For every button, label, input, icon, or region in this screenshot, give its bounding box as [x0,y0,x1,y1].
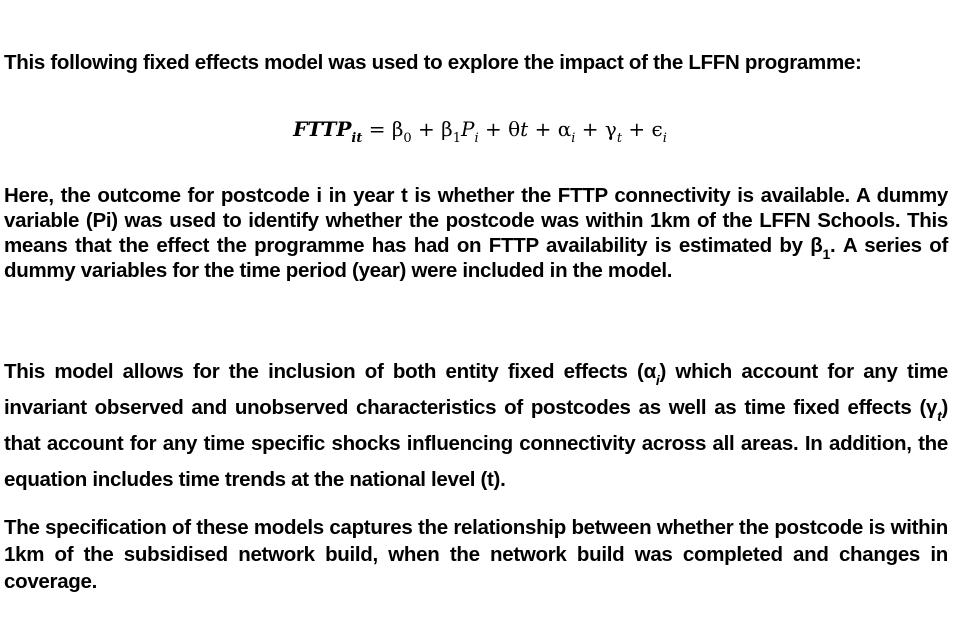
outcome-paragraph [4,183,948,283]
eq-p: P [460,117,475,141]
fixed-gamma: γ [925,396,938,419]
eq-beta1-sub: 1 [452,131,461,146]
intro-paragraph: This following fixed effects model was used to explore the impact of the LFFN programme: [4,51,862,74]
outcome-beta: β [810,234,823,257]
eq-plus-3: + [534,117,552,141]
eq-plus-2: + [484,117,502,141]
fixed-effects-equation [0,112,960,146]
outcome-beta-sub: 1 [822,246,830,262]
fixed-effects-paragraph [4,354,948,498]
eq-gamma: γ [604,117,617,141]
eq-theta: θ [508,117,521,141]
eq-beta0: β [391,117,404,141]
eq-equals: = [368,117,386,141]
outcome-text-b: . A series of dummy variables for the time period (year) were included in the model. [4,234,948,282]
outcome-text-a: Here, the outcome for postcode i in year t is whether the FTTP connectivity is available. A dummy variable (Pi) was used to identify whether the postcode was within 1km of the LFFN Schools. This means that the effect the programme has had on FTTP availability is estimated by [4,184,948,257]
fixed-text-b: ) which account for any time invariant observed and unobserved characteristics of postcodes as well as time fixed effects ( [4,360,948,419]
fixed-alpha: α [643,360,656,383]
eq-alpha-sub: i [571,131,576,146]
eq-plus-4: + [581,117,599,141]
eq-beta1: β [441,117,453,141]
eq-t: t [520,117,529,141]
eq-beta0-sub: 0 [403,131,412,146]
eq-alpha: α [557,117,572,141]
fixed-text-c: ) that account for any time specific shocks influencing connectivity across all areas. In addition, the equation includes time trends at the national level (t). [4,396,948,491]
eq-p-sub: i [474,131,479,146]
specification-paragraph: The specification of these models captures the relationship between whether the postcode is within 1km of the subsidised network build, when the network build was completed and changes in coverage. [4,516,948,593]
eq-gamma-sub: t [616,131,623,146]
fixed-alpha-sub: i [655,372,660,388]
eq-lhs-sub: it [351,131,363,146]
eq-epsilon: ϵ [651,117,663,141]
fixed-text-a: This model allows for the inclusion of both entity fixed effects ( [4,360,644,383]
eq-epsilon-sub: i [662,131,667,146]
eq-plus-5: + [628,117,646,141]
eq-plus-1: + [418,117,435,141]
eq-lhs: FTTP [293,117,352,141]
fixed-gamma-sub: t [937,408,942,424]
